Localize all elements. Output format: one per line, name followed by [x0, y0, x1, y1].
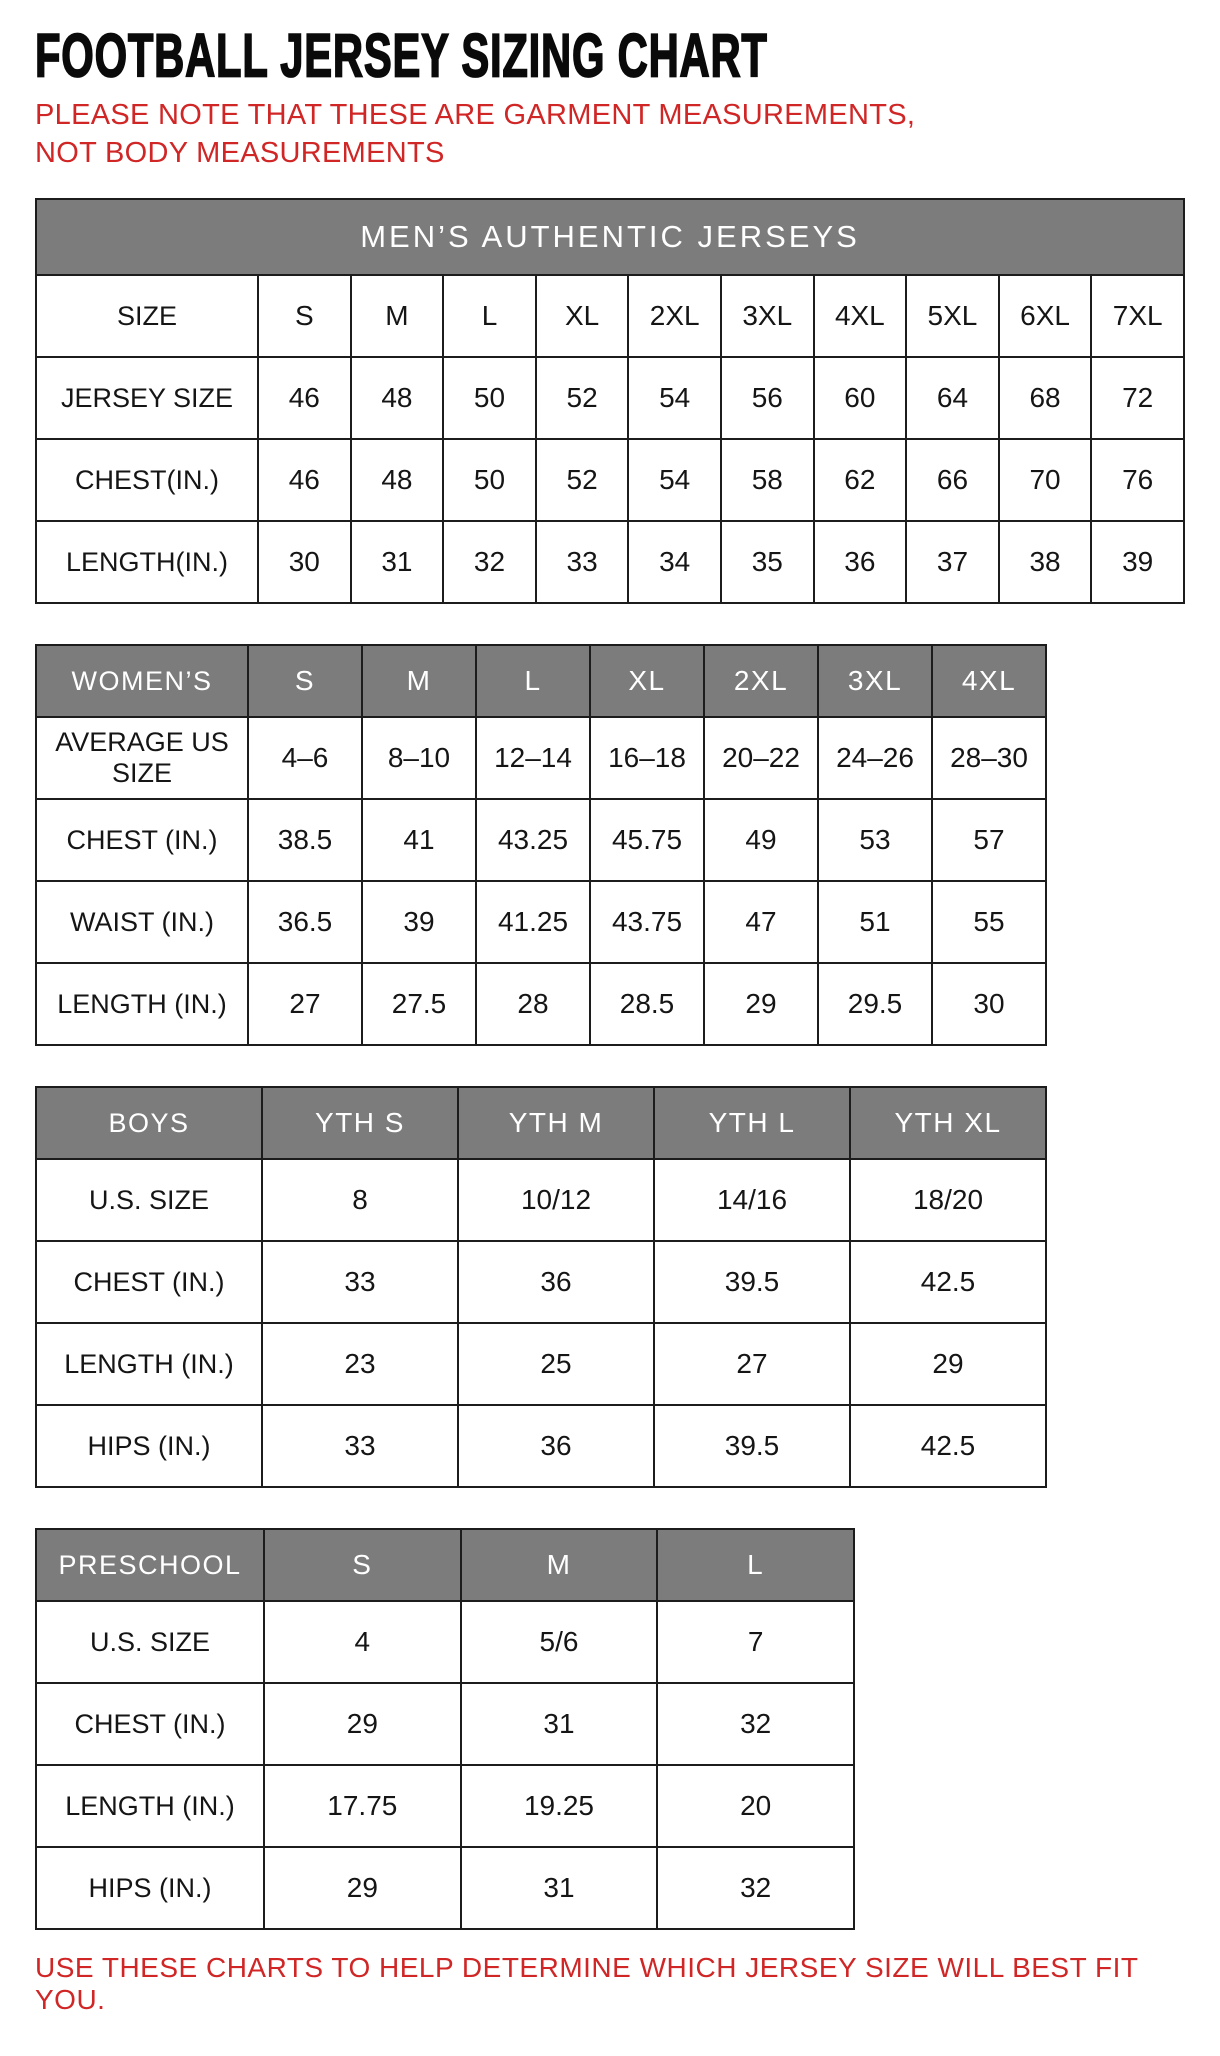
preschool-cell: 20 — [657, 1765, 854, 1847]
womens-column-header: 4XL — [932, 645, 1046, 717]
womens-cell: 55 — [932, 881, 1046, 963]
mens-cell: 3XL — [721, 275, 814, 357]
womens-cell: 38.5 — [248, 799, 362, 881]
mens-cell: 4XL — [814, 275, 907, 357]
womens-table-row — [36, 881, 1046, 963]
womens-cell: 47 — [704, 881, 818, 963]
mens-cell: 54 — [628, 439, 721, 521]
boys-table-row — [36, 1159, 1046, 1241]
preschool-row-label: LENGTH (IN.) — [36, 1765, 264, 1847]
preschool-cell: 29 — [264, 1847, 461, 1929]
mens-row-label: SIZE — [36, 275, 258, 357]
mens-cell: 56 — [721, 357, 814, 439]
mens-cell: 34 — [628, 521, 721, 603]
boys-row-label: LENGTH (IN.) — [36, 1323, 262, 1405]
womens-column-header: L — [476, 645, 590, 717]
mens-cell: 30 — [258, 521, 351, 603]
preschool-column-header: S — [264, 1529, 461, 1601]
preschool-sizing-table — [35, 1528, 855, 1930]
mens-cell: 76 — [1091, 439, 1184, 521]
womens-cell: 16–18 — [590, 717, 704, 799]
womens-cell: 30 — [932, 963, 1046, 1045]
womens-cell: 8–10 — [362, 717, 476, 799]
boys-cell: 36 — [458, 1241, 654, 1323]
boys-sizing-table — [35, 1086, 1047, 1488]
mens-cell: 72 — [1091, 357, 1184, 439]
page-title: FOOTBALL JERSEY SIZING CHART — [35, 20, 768, 91]
womens-column-header: S — [248, 645, 362, 717]
womens-sizing-table — [35, 644, 1047, 1046]
womens-cell: 43.25 — [476, 799, 590, 881]
womens-cell: 24–26 — [818, 717, 932, 799]
womens-cell: 29.5 — [818, 963, 932, 1045]
boys-cell: 29 — [850, 1323, 1046, 1405]
mens-sizing-table — [35, 198, 1185, 604]
boys-column-header: YTH S — [262, 1087, 458, 1159]
mens-cell: 70 — [999, 439, 1092, 521]
womens-cell: 57 — [932, 799, 1046, 881]
womens-cell: 12–14 — [476, 717, 590, 799]
mens-cell: L — [443, 275, 536, 357]
mens-cell: 54 — [628, 357, 721, 439]
mens-cell: 64 — [906, 357, 999, 439]
boys-column-header: YTH XL — [850, 1087, 1046, 1159]
mens-cell: M — [351, 275, 444, 357]
preschool-column-header: L — [657, 1529, 854, 1601]
boys-cell: 27 — [654, 1323, 850, 1405]
womens-column-header: 3XL — [818, 645, 932, 717]
mens-cell: 35 — [721, 521, 814, 603]
boys-row-label: HIPS (IN.) — [36, 1405, 262, 1487]
womens-cell: 49 — [704, 799, 818, 881]
preschool-cell: 4 — [264, 1601, 461, 1683]
womens-cell: 36.5 — [248, 881, 362, 963]
mens-row-label: JERSEY SIZE — [36, 357, 258, 439]
mens-cell: 48 — [351, 357, 444, 439]
womens-cell: 51 — [818, 881, 932, 963]
boys-cell: 42.5 — [850, 1241, 1046, 1323]
mens-cell: 32 — [443, 521, 536, 603]
measurement-note: PLEASE NOTE THAT THESE ARE GARMENT MEASUREMENTS, NOT BODY MEASUREMENTS — [35, 98, 916, 170]
mens-cell: 48 — [351, 439, 444, 521]
preschool-cell: 17.75 — [264, 1765, 461, 1847]
mens-cell: 50 — [443, 439, 536, 521]
womens-cell: 27 — [248, 963, 362, 1045]
boys-cell: 39.5 — [654, 1241, 850, 1323]
boys-table-row — [36, 1241, 1046, 1323]
mens-cell: 52 — [536, 357, 629, 439]
mens-cell: 46 — [258, 357, 351, 439]
boys-cell: 18/20 — [850, 1159, 1046, 1241]
preschool-cell: 19.25 — [461, 1765, 658, 1847]
mens-cell: 37 — [906, 521, 999, 603]
mens-row-label: CHEST(IN.) — [36, 439, 258, 521]
mens-cell: 50 — [443, 357, 536, 439]
boys-row-label: U.S. SIZE — [36, 1159, 262, 1241]
mens-cell: 39 — [1091, 521, 1184, 603]
mens-row-label: LENGTH(IN.) — [36, 521, 258, 603]
womens-cell: 27.5 — [362, 963, 476, 1045]
womens-table-row — [36, 799, 1046, 881]
mens-table-title: MEN’S AUTHENTIC JERSEYS — [36, 199, 1184, 275]
preschool-cell: 31 — [461, 1847, 658, 1929]
womens-column-header: 2XL — [704, 645, 818, 717]
preschool-column-header: M — [461, 1529, 658, 1601]
preschool-table-row — [36, 1765, 854, 1847]
preschool-cell: 31 — [461, 1683, 658, 1765]
footer-note: USE THESE CHARTS TO HELP DETERMINE WHICH JERSEY SIZE WILL BEST FIT YOU. — [35, 1952, 1138, 2016]
womens-cell: 45.75 — [590, 799, 704, 881]
boys-column-header: YTH L — [654, 1087, 850, 1159]
mens-cell: 31 — [351, 521, 444, 603]
womens-header-label: WOMEN’S — [36, 645, 248, 717]
boys-cell: 36 — [458, 1405, 654, 1487]
boys-table-row — [36, 1405, 1046, 1487]
womens-cell: 41.25 — [476, 881, 590, 963]
mens-cell: 52 — [536, 439, 629, 521]
womens-cell: 53 — [818, 799, 932, 881]
mens-table-row — [36, 357, 1184, 439]
mens-table-row — [36, 439, 1184, 521]
mens-cell: 5XL — [906, 275, 999, 357]
womens-cell: 29 — [704, 963, 818, 1045]
boys-cell: 14/16 — [654, 1159, 850, 1241]
womens-cell: 28 — [476, 963, 590, 1045]
womens-row-label: WAIST (IN.) — [36, 881, 248, 963]
preschool-cell: 29 — [264, 1683, 461, 1765]
womens-column-header: XL — [590, 645, 704, 717]
womens-column-header: M — [362, 645, 476, 717]
preschool-cell: 32 — [657, 1683, 854, 1765]
womens-table-row — [36, 963, 1046, 1045]
womens-table-row — [36, 717, 1046, 799]
preschool-cell: 5/6 — [461, 1601, 658, 1683]
mens-cell: S — [258, 275, 351, 357]
boys-row-label: CHEST (IN.) — [36, 1241, 262, 1323]
preschool-cell: 7 — [657, 1601, 854, 1683]
mens-table-row — [36, 521, 1184, 603]
mens-cell: 33 — [536, 521, 629, 603]
preschool-header-label: PRESCHOOL — [36, 1529, 264, 1601]
boys-cell: 33 — [262, 1405, 458, 1487]
preschool-table-row — [36, 1847, 854, 1929]
boys-cell: 10/12 — [458, 1159, 654, 1241]
mens-cell: 6XL — [999, 275, 1092, 357]
womens-cell: 28–30 — [932, 717, 1046, 799]
boys-cell: 39.5 — [654, 1405, 850, 1487]
boys-cell: 8 — [262, 1159, 458, 1241]
preschool-row-label: U.S. SIZE — [36, 1601, 264, 1683]
mens-cell: 7XL — [1091, 275, 1184, 357]
preschool-row-label: HIPS (IN.) — [36, 1847, 264, 1929]
boys-cell: 23 — [262, 1323, 458, 1405]
preschool-table-row — [36, 1683, 854, 1765]
womens-cell: 4–6 — [248, 717, 362, 799]
mens-cell: 2XL — [628, 275, 721, 357]
womens-cell: 20–22 — [704, 717, 818, 799]
womens-cell: 39 — [362, 881, 476, 963]
mens-cell: 38 — [999, 521, 1092, 603]
boys-cell: 42.5 — [850, 1405, 1046, 1487]
boys-cell: 33 — [262, 1241, 458, 1323]
preschool-row-label: CHEST (IN.) — [36, 1683, 264, 1765]
mens-cell: 58 — [721, 439, 814, 521]
womens-row-label: CHEST (IN.) — [36, 799, 248, 881]
mens-cell: 66 — [906, 439, 999, 521]
mens-cell: 46 — [258, 439, 351, 521]
boys-column-header: YTH M — [458, 1087, 654, 1159]
mens-table-row — [36, 275, 1184, 357]
mens-cell: 62 — [814, 439, 907, 521]
preschool-cell: 32 — [657, 1847, 854, 1929]
mens-cell: 60 — [814, 357, 907, 439]
boys-table-row — [36, 1323, 1046, 1405]
mens-cell: 36 — [814, 521, 907, 603]
boys-header-label: BOYS — [36, 1087, 262, 1159]
womens-cell: 43.75 — [590, 881, 704, 963]
boys-cell: 25 — [458, 1323, 654, 1405]
mens-cell: 68 — [999, 357, 1092, 439]
womens-row-label: AVERAGE US SIZE — [36, 717, 248, 799]
preschool-table-row — [36, 1601, 854, 1683]
mens-cell: XL — [536, 275, 629, 357]
womens-row-label: LENGTH (IN.) — [36, 963, 248, 1045]
womens-cell: 41 — [362, 799, 476, 881]
womens-cell: 28.5 — [590, 963, 704, 1045]
